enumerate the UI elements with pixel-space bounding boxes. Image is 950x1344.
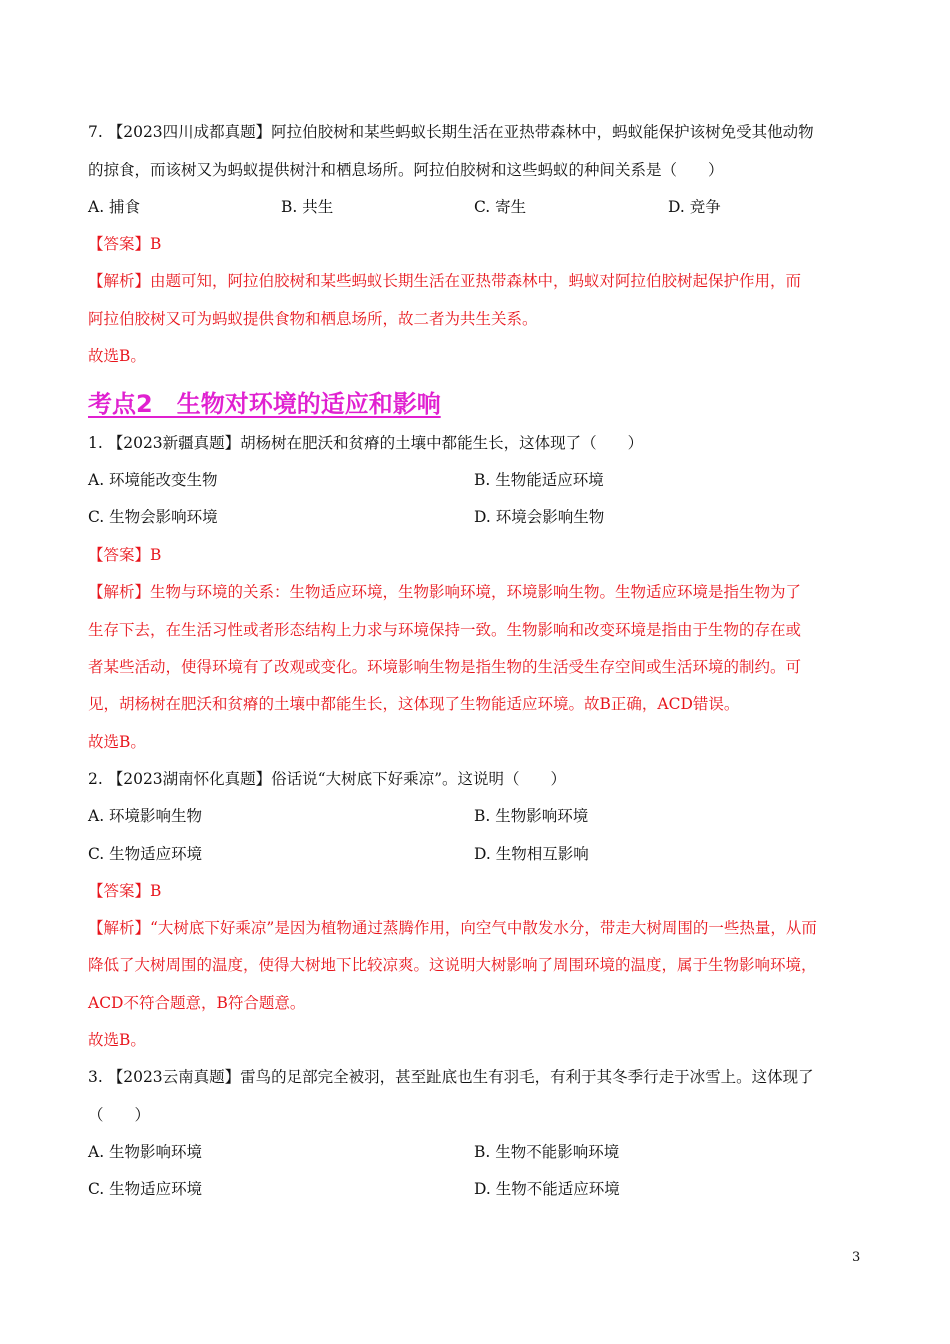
q2-analysis-line2: 降低了大树周围的温度，使得大树地下比较凉爽。这说明大树影响了周围环境的温度，属于生物影响环境， <box>88 956 817 974</box>
q1-stem: 1. 【2023新疆真题】胡杨树在肥沃和贫瘠的土壤中都能生长，这体现了（ ） <box>88 434 644 452</box>
q1-option-a: A. 环境能改变生物 <box>88 471 218 489</box>
q2-answer: 【答案】B <box>88 882 162 900</box>
q2-option-d: D. 生物相互影响 <box>474 845 589 863</box>
q3-option-a: A. 生物影响环境 <box>88 1143 203 1161</box>
q2-analysis-line1: 【解析】“大树底下好乘凉”是因为植物通过蒸腾作用，向空气中散发水分，带走大树周围的一些热量，从而 <box>88 919 817 937</box>
q1-answer: 【答案】B <box>88 546 162 564</box>
q1-analysis-line3: 者某些活动，使得环境有了改观或变化。环境影响生物是指生物的生活受生存空间或生活环境的制约。可 <box>88 658 802 676</box>
q2-option-c: C. 生物适应环境 <box>88 845 203 863</box>
q7-analysis-line1: 【解析】由题可知，阿拉伯胶树和某些蚂蚁长期生活在亚热带森林中，蚂蚁对阿拉伯胶树起保护作用，而 <box>88 272 802 290</box>
q7-choose: 故选B。 <box>88 347 146 365</box>
q7-analysis-line2: 阿拉伯胶树又可为蚂蚁提供食物和栖息场所，故二者为共生关系。 <box>88 310 538 328</box>
q3-option-b: B. 生物不能影响环境 <box>474 1143 620 1161</box>
q7-answer: 【答案】B <box>88 235 162 253</box>
q7-stem-line1: 7. 【2023四川成都真题】阿拉伯胶树和某些蚂蚁长期生活在亚热带森林中，蚂蚁能保护该树免受其他动物 <box>88 123 814 141</box>
q1-option-d: D. 环境会影响生物 <box>474 508 605 526</box>
q2-stem: 2. 【2023湖南怀化真题】俗话说“大树底下好乘凉”。这说明（ ） <box>88 770 567 788</box>
q2-analysis-line3: ACD不符合题意，B符合题意。 <box>88 994 306 1012</box>
q1-choose: 故选B。 <box>88 733 146 751</box>
q7-option-d: D. 竞争 <box>668 198 721 216</box>
q7-option-c: C. 寄生 <box>474 198 527 216</box>
q3-option-c: C. 生物适应环境 <box>88 1180 203 1198</box>
q7-stem-line2: 的掠食，而该树又为蚂蚁提供树汁和栖息场所。阿拉伯胶树和这些蚂蚁的种间关系是（ ） <box>88 161 724 179</box>
q2-option-a: A. 环境影响生物 <box>88 807 203 825</box>
q3-option-d: D. 生物不能适应环境 <box>474 1180 620 1198</box>
q3-stem-line2: （ ） <box>88 1106 151 1124</box>
q1-option-c: C. 生物会影响环境 <box>88 508 218 526</box>
section-title: 考点2 生物对环境的适应和影响 <box>88 390 441 418</box>
q7-option-b: B. 共生 <box>281 198 334 216</box>
q1-option-b: B. 生物能适应环境 <box>474 471 604 489</box>
q1-analysis-line4: 见，胡杨树在肥沃和贫瘠的土壤中都能生长，这体现了生物能适应环境。故B正确，ACD错误。 <box>88 695 740 713</box>
q2-choose: 故选B。 <box>88 1031 146 1049</box>
q2-option-b: B. 生物影响环境 <box>474 807 589 825</box>
page-number: 3 <box>852 1250 861 1265</box>
q1-analysis-line1: 【解析】生物与环境的关系：生物适应环境，生物影响环境，环境影响生物。生物适应环境是指生物为了 <box>88 583 802 601</box>
q1-analysis-line2: 生存下去，在生活习性或者形态结构上力求与环境保持一致。生物影响和改变环境是指由于生物的存在或 <box>88 621 802 639</box>
q3-stem-line1: 3. 【2023云南真题】雷鸟的足部完全被羽，甚至趾底也生有羽毛，有利于其冬季行走于冰雪上。这体现了 <box>88 1068 814 1086</box>
q7-option-a: A. 捕食 <box>88 198 141 216</box>
